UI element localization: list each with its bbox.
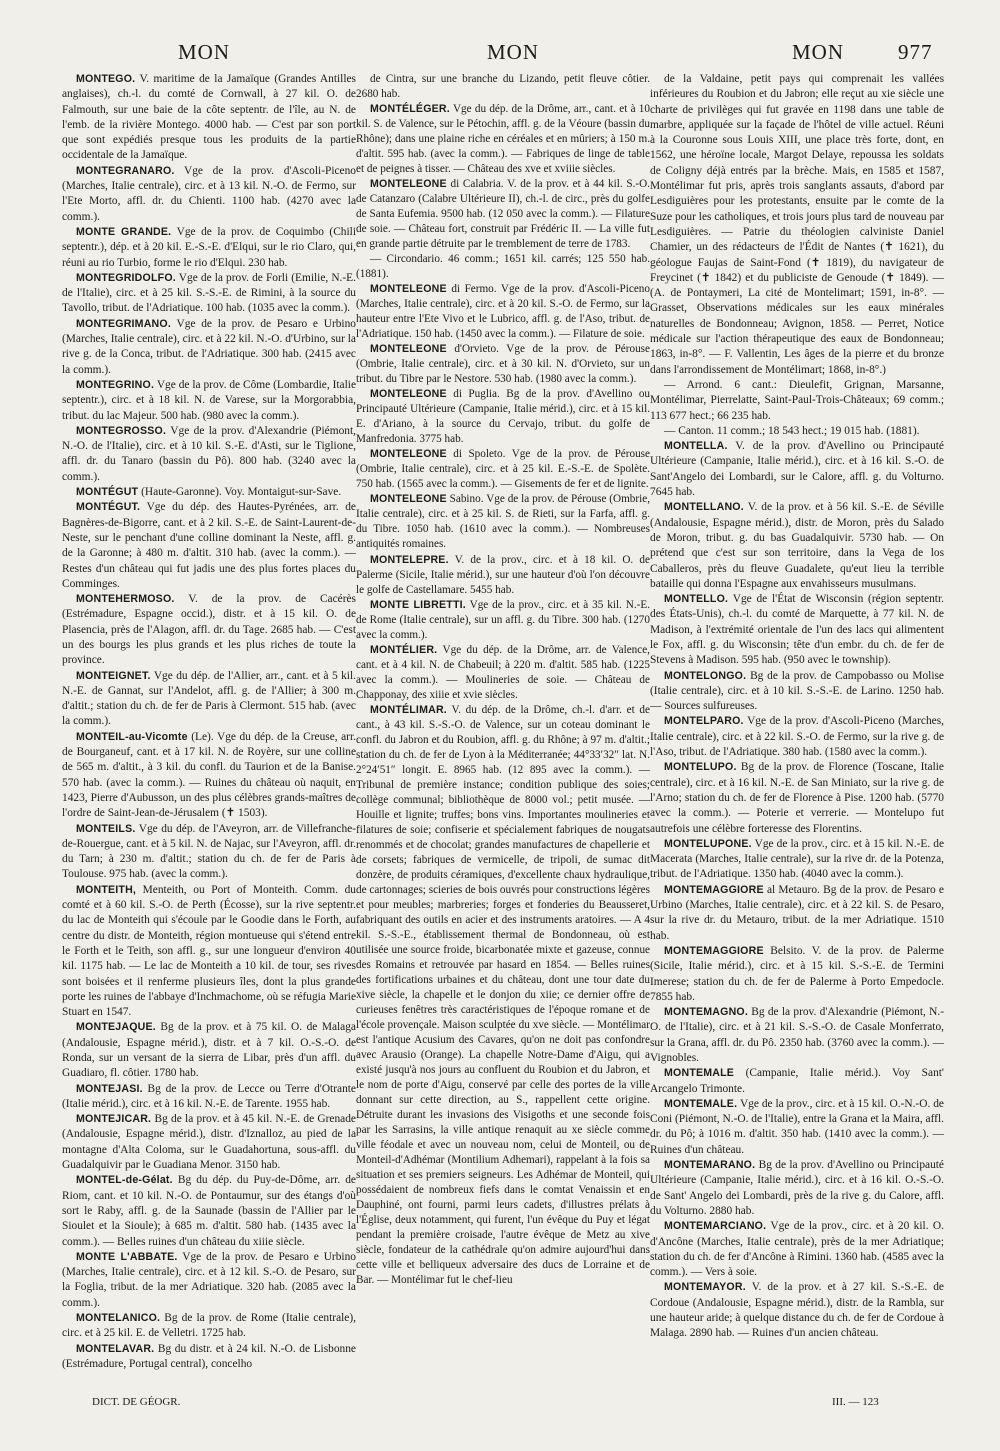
footer-signature: DICT. DE GÉOGR. bbox=[92, 1396, 181, 1408]
entry-headword: MONTEGRIDOLFO. bbox=[76, 271, 176, 284]
entry-headword: MONTÉLIER. bbox=[370, 643, 438, 656]
entry-headword: MONTÉLIMAR. bbox=[370, 703, 447, 716]
entry-headword: MONTEJICAR. bbox=[76, 1113, 152, 1126]
entry-headword: MONTÉGUT bbox=[76, 486, 139, 499]
dictionary-entry bbox=[650, 669, 944, 715]
dictionary-entry bbox=[62, 317, 356, 378]
entry-text: (Haute-Garonne). Voy. Montaigut-sur-Save. bbox=[141, 486, 342, 499]
dictionary-entry bbox=[62, 1342, 356, 1373]
dictionary-entry bbox=[62, 592, 356, 668]
entry-text: Menteith, ou Port of Monteith. Comm. du comté et à 60 kil. S.-O. de Perth (Écosse), sur la rive septentr. du lac de Monteith qui s'écoule par le Goodie dans le Forth, au centre du distr. de Monteith, région montueuse qui s'étend entre le Forth et le Teith, son affl. g., sur une longueur d'environ 40 kil. 1175 hab. — Le lac de Monteith a 10 kil. de tour, ses rives sont boisées et il renferme plusieurs îles, dont la plus grande porte les ruines de l'abbaye d'Inchmachome, où se réfugia Marie Stuart en 1547. bbox=[62, 883, 356, 1019]
dictionary-entry bbox=[62, 883, 356, 1021]
entry-text: Bg de la prov. de Campobasso ou Molise (Italie centrale), circ. et à 10 kil. S.-S.-E. de Larino. 1250 hab. — Sources sulfureuses. bbox=[650, 669, 944, 713]
entry-text: Vge de la prov. de Forli (Emilie, N.-E. de l'Italie), circ. et à 25 kil. S.-S.-E. de Rimini, à la source du Tavollo, tribut. de l'Adriatique. 100 hab. (1035 avec la comm.). bbox=[62, 271, 356, 315]
entry-text: d'Orvieto. Vge de la prov. de Pérouse (Ombrie, Italie centrale), circ. et à 30 kil. N. d'Orvieto, sur un tribut. du Tibre par le Nestore. 530 hab. (1980 avec la comm.). bbox=[356, 343, 650, 386]
entry-text: al Metauro. Bg de la prov. de Pesaro e Urbino (Marches, Italie centrale), circ. et à 22 kil. S. de Pesaro, sur la rive dr. du Metauro, tribut. de la mer Adriatique. 1510 hab. bbox=[650, 883, 944, 942]
entry-headword: MONTEGO. bbox=[76, 73, 136, 85]
dictionary-entry bbox=[62, 1020, 356, 1081]
entry-headword: MONTEIL-au-Vicomte bbox=[76, 730, 188, 743]
entry-text: Sabino. Vge de la prov. de Pérouse (Ombrie, Italie centrale), circ. et à 25 kil. S. de Rieti, sur la Farfa, affl. g. du Tibre. 1050 hab. (1610 avec la comm.). — Nombreuses antiquités romaines. bbox=[356, 493, 650, 551]
dictionary-entry bbox=[62, 424, 356, 485]
dictionary-entry bbox=[62, 164, 356, 225]
dictionary-entry bbox=[62, 1250, 356, 1311]
dictionary-entry bbox=[356, 282, 650, 342]
dictionary-entry bbox=[356, 252, 650, 282]
dictionary-entry bbox=[62, 72, 356, 164]
entry-headword: MONTEL-de-Gélat. bbox=[76, 1174, 173, 1187]
dictionary-entry bbox=[62, 225, 356, 271]
entry-headword: MONTELEONE bbox=[370, 343, 447, 356]
entry-text: Vge de la prov., circ. et à 20 kil. O. d'Ancône (Marches, Italie centrale), près de la mer Adriatique; station du ch. de fer d'Ancône à Rimini. 1360 hab. (4585 avec la comm.). — Vers à soie. bbox=[650, 1220, 944, 1279]
entry-text: Bg de la prov. de Lecce ou Terre d'Otrante (Italie mérid.), circ. et à 16 kil. N.-E. de Tarente. 1955 hab. bbox=[62, 1082, 356, 1110]
entry-text: Vge de la prov. de Côme (Lombardie, Italie septentr.), circ. et à 18 kil. N. de Varese, sur la Morgorabbia, tribut. du lac Majeur. 500 hab. (980 avec la comm.). bbox=[62, 378, 356, 422]
entry-text: Vge de la prov. de Pesaro e Urbino (Marches, Italie centrale), circ. et à 22 kil. N.-O. d'Urbino, sur la rive g. de la Conca, tribut. de l'Adriatique. 300 hab. (2415 avec la comm.). bbox=[62, 317, 356, 376]
entry-headword: MONTELUPO. bbox=[664, 761, 737, 774]
entry-text: V. de la prov. de Cacérès (Estrémadure, Espagne occid.), distr. et à 15 kil. O. de Plasencia, près de l'Alagon, affl. dr. du Tage. 2685 hab. — C'est un des bourgs les plus grands et les plus riches de toute la province. bbox=[62, 593, 356, 667]
entry-headword: MONTEMAGGIORE bbox=[664, 944, 764, 957]
dictionary-entry bbox=[650, 1066, 944, 1097]
entry-headword: MONTEMAGNO. bbox=[664, 1006, 749, 1019]
entry-headword: MONTELUPONE. bbox=[664, 837, 752, 850]
dictionary-entry bbox=[62, 1173, 356, 1249]
entry-headword: MONTEMARANO. bbox=[664, 1159, 756, 1172]
entry-text: Vge du dép. de la Drôme, arr., cant. et à 10 kil. S. de Valence, sur le Pétochin, affl. g. de la Véoure (bassin du Rhône); dans une plaine riche en céréales et en mûriers; à 150 m. d'altit. 595 hab. (avec la comm.). — Fabriques de linge de table et de peignes à tisser. — Château des xve et xviiie siècles. bbox=[356, 103, 650, 176]
dictionary-entry bbox=[356, 102, 650, 177]
entry-text: V. de la prov. et à 56 kil. S.-E. de Séville (Andalousie, Espagne mérid.), distr. de Moron, près du Salado de Moron, tribut. g. du bas Guadalquivir. 5730 hab. — On prétend que c'est sur son territoire, dans la Vega de los Caballeros, près du fleuve Guadalete, qu'eut lieu la terrible bataille qui donna l'Espagne aux envahisseurs musulmans. bbox=[650, 501, 944, 590]
entry-headword: MONTEIGNET. bbox=[76, 669, 151, 682]
entry-headword: MONTEMARCIANO. bbox=[664, 1220, 767, 1233]
entry-text: Bg de la prov. d'Alexandrie (Piémont, N.-O. de l'Italie), circ. et à 21 kil. S.-S.-O. de Casale Monferrato, sur la Grana, affl. dr. du Pô. 2350 hab. (3760 avec la comm.). — Vignobles. bbox=[650, 1006, 944, 1064]
entry-text: V. de la prov., circ. et à 18 kil. O. de Palerme (Sicile, Italie mérid.), sur une hauteur d'où l'on découvre le golfe de Castellamare. 5455 hab. bbox=[356, 553, 650, 596]
dictionary-entry bbox=[62, 500, 356, 592]
entry-text: Bg de la prov. et à 45 kil. N.-E. de Grenade (Andalousie, Espagne mérid.), distr. d'Iznalloz, au pied de la montagne d'Alta Coloma, sur le Guadahortuna, sous-affl. du Guadalquivir par le Guadiana Menor. 3150 hab. bbox=[62, 1113, 356, 1172]
column-2 bbox=[356, 72, 650, 1382]
entry-text: V. de la prov. et à 27 kil. S.-S.-E. de Cordoue (Andalousie, Espagne mérid.), distr. de la Rambla, sur une hauteur aride; à quelque distance du ch. de fer de Cordoue à Malaga. 2890 hab. — Ruines d'un ancien château. bbox=[650, 1281, 944, 1340]
entry-text: — Circondario. 46 comm.; 1651 kil. carrés; 125 550 hab. (1881). bbox=[356, 253, 650, 281]
entry-headword: MONTEJAQUE. bbox=[76, 1021, 156, 1034]
dictionary-entry bbox=[356, 387, 650, 447]
dictionary-entry bbox=[650, 714, 944, 760]
dictionary-entry bbox=[650, 378, 944, 424]
column-3 bbox=[650, 72, 944, 1382]
entry-headword: MONTEJASI. bbox=[76, 1082, 143, 1095]
entry-headword: MONTELEPRE. bbox=[370, 553, 449, 566]
entry-text: Vge du dép. de la Drôme, arr. de Valence, cant. et à 4 kil. N. de Chabeuil; à 220 m. d'altit. 585 hab. (1225 avec la comm.). — Moulineries de soie. — Château de Chapponay, des xiiie et xvie siècles. bbox=[356, 643, 650, 701]
entry-headword: MONTELEONE bbox=[370, 448, 447, 461]
entry-headword: MONTEMALE. bbox=[664, 1097, 738, 1110]
entry-headword: MONTELPARO. bbox=[664, 715, 744, 728]
entry-headword: MONTELEONE bbox=[370, 283, 447, 296]
entry-headword: MONTEGRANARO. bbox=[76, 164, 175, 177]
entry-text: de la Valdaine, petit pays qui comprenait les vallées inférieures du Roubion et du Jabron; elle reçut au xie siècle une charte de privilèges qui fut gravée en 1198 dans une table de marbre, appliquée sur la façade de l'hôtel de ville actuel. Réuni à la Couronne sous Louis XIII, une place très forte, dont, en 1562, une héroïne locale, Margot Delaye, repoussa les soldats de Coligny déjà entrés par la brèche. Mais, en 1585 et 1587, Montélimar fut pris, après trois sanglants assauts, d'abord par Lesdiguières pour les protestants, ensuite par le comte de la Suze pour les catholiques, et trois jours plus tard de nouveau par Lesdiguières. — Patrie du théologien calviniste Daniel Chamier, un des rédacteurs de l'Édit de Nantes (✝ 1621), du géologue Faujas de Saint-Fond (✝ 1819), du navigateur de Freycinet (✝ 1842) et du publiciste de Genoude (✝ 1849). — (A. de Pontaymeri, La cité de Montelimart; 1591, in-8°. — Grasset, Observations médicales sur les eaux minérales naturelles de Bondonneau; Avignon, 1858. — Perret, Notice médicale sur l'action thérapeutique des eaux de Bondonneau; 1863, in-8°. — F. Vallentin, Les âges de la pierre et du bronze dans l'arrondissement de Montélimart; 1868, in-8°.) bbox=[650, 73, 944, 376]
dictionary-entry bbox=[650, 1280, 944, 1341]
dictionary-entry bbox=[650, 1005, 944, 1066]
entry-text: Vge de la prov. de Coquimbo (Chili septentr.), dép. et à 20 kil. E.-S.-E. d'Elqui, sur le rio Claro, qui, réuni au rio Turbio, forme le rio d'Elqui. 230 hab. bbox=[62, 225, 356, 269]
entry-headword: MONTE GRANDE. bbox=[76, 225, 172, 238]
column-1 bbox=[62, 72, 356, 1382]
entry-text: V. de la prov. d'Avellino ou Principauté Ultérieure (Campanie, Italie mérid.), circ. et à 16 kil. S.-O. de Sant'Angelo dei Lombardi, sur le Calore, affl. g. du Volturno. 7645 hab. bbox=[650, 440, 944, 499]
dictionary-entry bbox=[650, 1158, 944, 1219]
entry-text: Bg de la prov. de Florence (Toscane, Italie centrale), circ. et à 16 kil. N.-E. de San Miniato, sur la rive g. de l'Arno; station du ch. de fer de Florence à Pise. 1200 hab. (5770 avec la comm.). — Poterie et verrerie. — Montelupo fut autrefois une célèbre forteresse des Florentins. bbox=[650, 761, 944, 835]
entry-text: (Campanie, Italie mérid.). Voy Sant' Arcangelo Trimonte. bbox=[650, 1067, 944, 1095]
page-number: 977 bbox=[898, 40, 933, 64]
entry-text: Bg du distr. et à 24 kil. N.-O. de Lisbonne (Estrémadure, Portugal central), concelho bbox=[62, 1342, 356, 1370]
dictionary-entry bbox=[356, 703, 650, 1289]
entry-headword: MONTELLA. bbox=[664, 440, 728, 453]
dictionary-entry bbox=[62, 822, 356, 883]
entry-text: Vge de la prov., circ. et à 35 kil. N.-E. de Rome (Italie centrale), sur un affl. g. du Tibre. 300 hab. (1270 avec la comm.). bbox=[356, 598, 650, 641]
dictionary-entry bbox=[62, 669, 356, 730]
dictionary-entry bbox=[62, 1082, 356, 1113]
dictionary-entry bbox=[356, 72, 650, 102]
dictionary-entry bbox=[62, 1112, 356, 1173]
dictionary-entry bbox=[62, 730, 356, 822]
entry-text: di Calabria. V. de la prov. et à 44 kil. S.-O. de Catanzaro (Calabre Ultérieure II), ch.-l. de circ., près du golfe de Santa Eufemia. 9500 hab. (12 050 avec la comm.). — Filature de soie. — Château fort, construit par Frédéric II. — La ville fut en grande partie détruite par le tremblement de terre de 1783. bbox=[356, 178, 650, 251]
dictionary-entry bbox=[650, 424, 944, 439]
entry-text: V. du dép. de la Drôme, ch.-l. d'arr. et de cant., à 43 kil. S.-S.-O. de Valence, sur un coteau dominant le confl. du Jabron et du Roubion, affl. g. du Rhône; à 97 m. d'altit.; station du ch. de fer de Lyon à la Méditerranée; 44°33′32″ lat. N. 2°24′51″ longit. E. 8965 hab. (12 895 avec la comm.). — Tribunal de première instance; condition publique des soies; collège communal; bibliothèque de 8000 vol.; petit musée. — Houille et lignite; truffes; bons vins. Importantes moulineries et filatures de soie; confiserie et spécialement fabriques de nougats renommés et de chocolat; grandes manufactures de chapellerie et de corsets; fabriques de vermicelle, de tripoli, de sumac dit donzère, de produits céramiques, d'excellente chaux hydraulique, de cartonnages; scieries de bois ouvrés pour constructions légères et pour meubles; marbreries; forges et fonderies du Beausseret, fabriquant des outils en acier et des instruments aratoires. — A 4 kil. S.-S.-E., établissement thermal de Bondonneau, où est utilisée une source froide, bicarbonatée mixte et gazeuse, connue des Romains et retrouvée par hasard en 1854. — Belles ruines des fortifications urbaines et du château, dont une tour date du xive siècle, la chapelle et le donjon du xiie; ce dernier offre de curieuses fenêtres très caractéristiques de l'époque romane et de l'école provençale. Maison sculptée du xve siècle. — Montélimar est l'antique Acusium des Cavares, qu'on ne doit pas confondre avec Arausio (Orange). La chapelle Notre-Dame d'Aigu, qui a existé jusqu'à nos jours au confluent du Roubion et du Jabron, et le nom de porte d'Aigu, conservé par celle des portes de la ville donnant sur cette direction, au S., rappellent cette origine. Détruite durant les invasions des Visigoths et une seconde fois par les Sarrasins, la ville antique renaquit au xe siècle comme ville féodale et avec un nouveau nom, celui de Monteil, ou de Monteil-d'Adhémar (Montilium Adhemari), rappelant à la fois sa situation et ses premiers seigneurs. Les Adhémar de Monteil, qui possédaient de nombreux fiefs dans le comtat Venaissin et en Dauphiné, ont fourni, parmi leurs cadets, d'illustres prélats à l'Église, deux notamment, qui furent, l'un évêque du Puy et légat pendant la première croisade, l'autre évêque de Metz au xive siècle, fondateur de la cathédrale qu'on admire aujourd'hui dans cette ville et belliqueux adversaire des ducs de Lorraine et de Bar. — Montélimar fut le chef-lieu bbox=[356, 703, 650, 1287]
dictionary-entry bbox=[650, 592, 944, 668]
entry-text: Vge de la prov. d'Ascoli-Piceno (Marches, Italie centrale), circ. et à 22 kil. S.-O. de Fermo, sur la rive g. de l'Aso, tribut. de l'Adriatique. 380 hab. (1580 avec la comm.). bbox=[650, 715, 944, 759]
entry-text: Vge de la prov. de Pesaro e Urbino (Marches, Italie centrale), circ. et à 12 kil. S.-O. de Pesaro, sur la Foglia, tribut. de la mer Adriatique. 320 hab. (2085 avec la comm.). bbox=[62, 1250, 356, 1309]
running-head-right: MON bbox=[792, 40, 845, 64]
dictionary-entry bbox=[650, 944, 944, 1005]
dictionary-entry bbox=[62, 271, 356, 317]
dictionary-entry bbox=[650, 1097, 944, 1158]
entry-headword: MONTE L'ABBATE. bbox=[76, 1250, 178, 1263]
dictionary-entry bbox=[356, 177, 650, 252]
entry-headword: MONTEGROSSO. bbox=[76, 424, 167, 437]
entry-headword: MONTELLO. bbox=[664, 593, 729, 606]
entry-headword: MONTELAVAR. bbox=[76, 1342, 155, 1355]
entry-headword: MONTELEONE bbox=[370, 493, 447, 506]
entry-text: di Puglia. Bg de la prov. d'Avellino ou Principauté Ultérieure (Campanie, Italie mérid.), circ. et à 15 kil. E. d'Ariano, à la source du Cervajo, tribut. du golfe de Manfredonia. 3775 hab. bbox=[356, 388, 650, 446]
dictionary-entry bbox=[650, 500, 944, 592]
dictionary-entry bbox=[356, 553, 650, 598]
dictionary-entry bbox=[62, 1311, 356, 1342]
running-head-center: MON bbox=[487, 40, 540, 64]
entry-headword: MONTEGRIMANO. bbox=[76, 317, 171, 330]
entry-text: Vge de l'État de Wisconsin (région septentr. des États-Unis), ch.-l. du comté de Marquette, à 77 kil. N. de Madison, à l'extrémité orientale de l'un des lacs qui alimentent le Fox, affl. g. du Wisconsin; tête d'un embr. du ch. de fer de Stevens à Madison. 595 hab. (950 avec le township). bbox=[650, 593, 944, 667]
entry-headword: MONTELEONE bbox=[370, 178, 447, 191]
dictionary-entry bbox=[356, 492, 650, 552]
dictionary-entry bbox=[650, 1219, 944, 1280]
dictionary-entry bbox=[356, 643, 650, 703]
entry-text: Bg du dép. du Puy-de-Dôme, arr. de Riom, cant. et 10 kil. N.-O. de Pontaumur, sur des étangs d'où sort le Raby, affl. g. de la Saunade (bassin de l'Allier par le Sioulet et la Sioule); à 685 m. d'altit. 580 hab. (1435 avec la comm.). — Belles ruines d'un château du xiiie siècle. bbox=[62, 1174, 356, 1248]
entry-text: de Cintra, sur une branche du Lizando, petit fleuve côtier. 2680 hab. bbox=[356, 73, 650, 101]
entry-headword: MONTEHERMOSO. bbox=[76, 593, 175, 606]
entry-text: di Fermo. Vge de la prov. d'Ascoli-Piceno (Marches, Italie centrale), circ. et à 20 kil. S.-O. de Fermo, sur la hauteur entre l'Ete Vivo et le Lubrico, affl. g. de l'Aso, tribut. de l'Adriatique. 150 hab. (1450 avec la comm.). — Filature de soie. bbox=[356, 283, 650, 341]
entry-text: Bg de la prov. d'Avellino ou Principauté Ultérieure (Campanie, Italie mérid.), circ. et à 16 kil. O.-S.-O. de Sant' Angelo dei Lombardi, près de la rive g. du Calore, affl. du Volturno. 2880 hab. bbox=[650, 1159, 944, 1217]
dictionary-entry bbox=[650, 883, 944, 944]
entry-text: Bg de la prov. et à 75 kil. O. de Malaga (Andalousie, Espagne mérid.), distr. et à 7 kil. O.-S.-O. de Ronda, sur un versant de la sierra de Libar, près d'un affl. du Guadiaro, fl. côtier. 1780 hab. bbox=[62, 1021, 356, 1080]
entry-text: Vge de la prov. d'Ascoli-Piceno (Marches, Italie centrale), circ. et à 13 kil. N.-O. de Fermo, sur l'Ete Morto, affl. dr. du Chienti. 1100 hab. (4270 avec la comm.). bbox=[62, 164, 356, 223]
entry-headword: MONTELLANO. bbox=[664, 501, 744, 514]
entry-headword: MONTEMALE bbox=[664, 1067, 735, 1080]
entry-headword: MONTÉLÉGER. bbox=[370, 103, 450, 116]
dictionary-entry bbox=[356, 447, 650, 492]
entry-text: — Canton. 11 comm.; 18 543 hect.; 19 015 hab. (1881). bbox=[664, 424, 920, 437]
running-head-left: MON bbox=[178, 40, 231, 64]
entry-text: Vge du dép. de l'Aveyron, arr. de Villefranche-de-Rouergue, cant. et à 5 kil. N. de Najac, sur l'Aveyron, affl. dr. du Tarn; à 230 m. d'altit.; station du ch. de fer de Paris à Toulouse. 975 hab. (avec la comm.). bbox=[62, 822, 356, 881]
dictionary-entry bbox=[356, 598, 650, 643]
entry-headword: MONTELONGO. bbox=[664, 669, 747, 682]
footer-volume: III. — 123 bbox=[832, 1396, 879, 1408]
dictionary-entry bbox=[62, 378, 356, 424]
entry-headword: MONTEILS. bbox=[76, 822, 136, 835]
entry-headword: MONTÉGUT. bbox=[76, 501, 141, 514]
dictionary-entry bbox=[62, 485, 356, 500]
entry-text: Belsito. V. de la prov. de Palerme (Sicile, Italie mérid.), circ. et à 15 kil. S.-S.-E. de Termini Imerese; station du ch. de fer de Palerme à Porto Empedocle. 7855 hab. bbox=[650, 944, 944, 1003]
dictionary-entry bbox=[650, 837, 944, 883]
entry-text: Vge du dép. de l'Allier, arr., cant. et à 5 kil. N.-E. de Gannat, sur l'Andelot, affl. g. de l'Allier; à 300 m. d'altit.; station du ch. de fer de Paris à Clermont. 515 hab. (avec la comm.). bbox=[62, 669, 356, 728]
entry-headword: MONTEITH, bbox=[76, 883, 137, 896]
dictionary-entry bbox=[650, 760, 944, 836]
entry-text: (Le). Vge du dép. de la Creuse, arr. de Bourganeuf, cant. et à 17 kil. N. de Royère, sur une colline de 565 m. d'altit., à 3 kil. du confl. du Taurion et de la Banise. 570 hab. (avec la comm.). — Ruines du château où naquit, en 1423, Pierre d'Aubusson, un des plus célèbres grands-maîtres de l'ordre de Saint-Jean-de-Jérusalem (✝ 1503). bbox=[62, 730, 356, 820]
entry-text: Vge de la prov., circ. et à 15 kil. N.-E. de Macerata (Marches, Italie centrale), sur la rive dr. de la Potenza, tribut. de l'Adriatique. 1350 hab. (4040 avec la comm.). bbox=[650, 837, 944, 881]
entry-headword: MONTEGRINO. bbox=[76, 378, 155, 391]
entry-headword: MONTE LIBRETTI. bbox=[370, 598, 466, 611]
dictionary-entry bbox=[650, 72, 944, 378]
entry-text: di Spoleto. Vge de la prov. de Pérouse (Ombrie, Italie centrale), circ. et à 25 kil. E.-S.-E. de Spolète. 750 hab. (1565 avec la comm.). — Gisements de fer et de lignite. bbox=[356, 448, 650, 491]
dictionary-entry bbox=[356, 342, 650, 387]
entry-text: Vge de la prov. d'Alexandrie (Piémont, N.-O. de l'Italie), circ. et à 10 kil. S.-E. d'Asti, sur le Tiglione, affl. dr. du Tanaro (bassin du Pô). 800 hab. (3240 avec la comm.). bbox=[62, 424, 356, 483]
entry-headword: MONTELANICO. bbox=[76, 1312, 161, 1325]
entry-headword: MONTEMAYOR. bbox=[664, 1281, 746, 1294]
entry-text: Bg de la prov. de Rome (Italie centrale), circ. et à 25 kil. E. de Velletri. 1725 hab. bbox=[62, 1312, 356, 1340]
entry-text: Vge de la prov., circ. et à 15 kil. O.-N.-O. de Coni (Piémont, N.-O. de l'Italie), entre la Grana et la Maira, affl. dr. du Pô; à 1016 m. d'altit. 350 hab. (1410 avec la comm.). — Ruines d'un château. bbox=[650, 1097, 944, 1156]
entry-text: Vge du dép. des Hautes-Pyrénées, arr. de Bagnères-de-Bigorre, cant. et à 2 kil. S.-E. de Saint-Laurent-de-Neste, sur le penchant d'une colline dominant la Neste, affl. g. de la Garonne; à 480 m. d'altit. 310 hab. (avec la comm.). — Restes d'un château qui fut jadis une des plus fortes places du Comminges. bbox=[62, 501, 356, 590]
entry-text: V. maritime de la Jamaïque (Grandes Antilles anglaises), ch.-l. du comté de Cornwall, à 27 kil. O. de Falmouth, sur une baie de la côte septentr. de l'île, au N. de l'emb. de la rivière Montego. 4000 hab. — C'est par son port que sont expédiés presque tous les produits de la partie occidentale de la Jamaïque. bbox=[62, 73, 356, 162]
entry-headword: MONTELEONE bbox=[370, 388, 447, 401]
entry-headword: MONTEMAGGIORE bbox=[664, 883, 764, 896]
entry-text: — Arrond. 6 cant.: Dieulefit, Grignan, Marsanne, Montélimar, Pierrelatte, Saint-Paul-Trois-Châteaux; 69 comm.; 113 677 hect.; 66 235 hab. bbox=[650, 378, 944, 422]
dictionary-entry bbox=[650, 439, 944, 500]
